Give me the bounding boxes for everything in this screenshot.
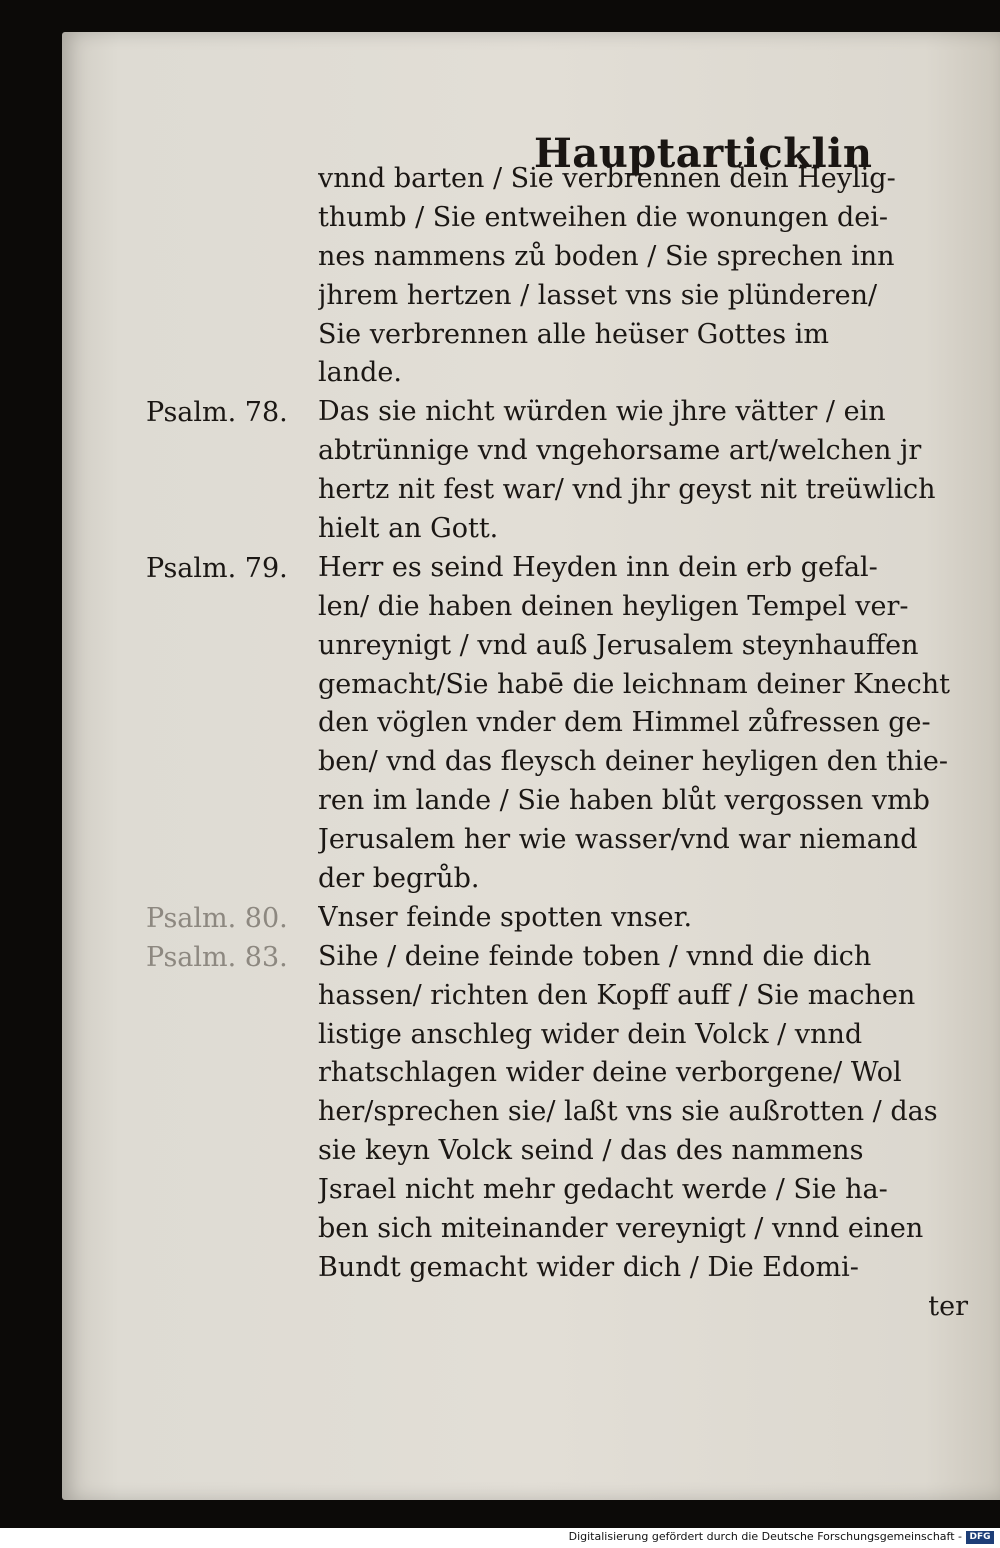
text-line: len/ die haben deinen heyligen Tempel ver-: [318, 590, 909, 622]
text-line: jhrem hertzen / lasset vns sie plünderen/: [318, 279, 878, 311]
text-line: hielt an Gott.: [318, 513, 499, 545]
text-line: Herr es seind Heyden inn dein erb gefal-: [318, 551, 878, 583]
text-line: Sihe / deine feinde toben / vnnd die dich: [318, 940, 872, 972]
text-line: hassen/ richten den Kopff auff / Sie machen: [318, 979, 916, 1011]
text-line: lande.: [318, 357, 402, 389]
text-line: der begrůb.: [318, 863, 480, 895]
text-line: Das sie nicht würden wie jhre vätter / ein: [318, 396, 886, 428]
text-line: Jerusalem her wie wasser/vnd war niemand: [318, 824, 918, 856]
marginal-note-psalm-79: Psalm. 79.: [146, 553, 288, 584]
text-line: Bundt gemacht wider dich / Die Edomi-: [318, 1251, 859, 1283]
funding-credit: Digitalisierung gefördert durch die Deutsche Forschungsgemeinschaft -: [568, 1530, 962, 1543]
text-line: ben sich miteinander vereynigt / vnnd einen: [318, 1213, 924, 1245]
text-line: Jsrael nicht mehr gedacht werde / Sie ha-: [318, 1174, 888, 1206]
text-line: Vnser feinde spotten vnser.: [318, 901, 693, 933]
text-line: rhatschlagen wider deine verborgene/ Wol: [318, 1057, 902, 1089]
text-line: gemacht/Sie habē die leichnam deiner Knecht: [318, 668, 951, 700]
text-line: her/sprechen sie/ laßt vns sie außrotten / das: [318, 1096, 938, 1128]
text-line: unreynigt / vnd auß Jerusalem steynhauffen: [318, 629, 919, 661]
text-line: Sie verbrennen alle heüser Gottes im: [318, 318, 829, 350]
text-line: vnnd barten / Sie verbrennen dein Heylig-: [318, 163, 896, 194]
text-line: abtrünnige vnd vngehorsame art/welchen jr: [318, 435, 922, 467]
running-head: Hauptarticklin: [534, 130, 873, 177]
text-line: ben/ vnd das fleysch deiner heyligen den thie-: [318, 746, 948, 778]
dfg-logo-icon: DFG: [966, 1531, 994, 1544]
text-line: sie keyn Volck seind / das des nammens: [318, 1135, 864, 1167]
body-text: [318, 160, 970, 1327]
text-line: ren im lande / Sie haben blůt vergossen vmb: [318, 785, 930, 817]
footer-bar: [0, 1528, 1000, 1548]
text-line: nes nammens zů boden / Sie sprechen inn: [318, 240, 895, 272]
catchword: ter: [928, 1290, 968, 1322]
text-line: thumb / Sie entweihen die wonungen dei-: [318, 201, 889, 233]
text-line: hertz nit fest war/ vnd jhr geyst nit treüwlich: [318, 474, 936, 506]
marginal-note-psalm-83: Psalm. 83.: [146, 942, 288, 973]
marginal-note-psalm-78: Psalm. 78.: [146, 397, 288, 428]
marginal-note-psalm-80: Psalm. 80.: [146, 903, 288, 934]
text-line: den vöglen vnder dem Himmel zůfressen ge-: [318, 707, 931, 739]
text-line: listige anschleg wider dein Volck / vnnd: [318, 1018, 863, 1050]
